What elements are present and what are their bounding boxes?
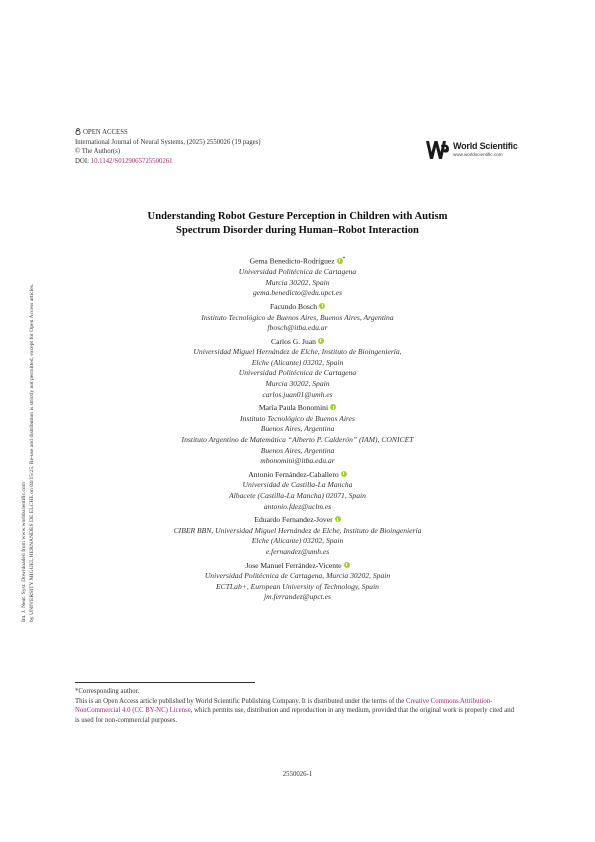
license-text-after: , which permits use, distribution and reproduction in any medium, provided that the original work is properly cited and is used for non-commercial purposes. — [75, 707, 515, 724]
author-affiliation: Universidad Politécnica de Cartagena, Murcia 30202, Spain — [204, 571, 391, 581]
author-name: Jose Manuel Ferrández-Vicente — [245, 560, 342, 570]
author-affiliation: Universidad Politécnica de Cartagena — [238, 267, 357, 277]
author-email[interactable]: mbonomini@itba.edu.ar — [260, 456, 335, 466]
author-block — [75, 403, 520, 467]
journal-header — [75, 128, 261, 166]
doi-link[interactable]: 10.1142/S0129065725500261 — [90, 157, 173, 165]
copyright-line: © The Author(s) — [75, 148, 121, 156]
author-name: Eduardo Fernandez-Jover — [254, 515, 333, 525]
orcid-icon[interactable] — [330, 404, 336, 410]
author-name: María Paula Bonomini — [258, 403, 329, 413]
publisher-logo — [425, 139, 525, 161]
author-affiliation: Murcia 30202, Spain — [265, 277, 330, 287]
license-text-before: This is an Open Access article published by World Scientific Publishing Company. It is distributed under the terms of the — [75, 697, 406, 705]
author-name-line — [75, 337, 520, 348]
author-name-line — [75, 302, 520, 313]
author-affiliation: Elche (Alicante) 03202, Spain — [251, 357, 344, 367]
author-affiliation: Buenos Aires, Argentina — [260, 445, 335, 455]
author-block — [75, 254, 520, 299]
author-affiliation: Instituto Argentino de Matemática “Alberto P. Calderón” (IAM), CONICET — [181, 435, 414, 445]
publisher-name: World Scientific — [453, 141, 518, 151]
journal-citation: International Journal of Neural Systems, (2025) 2550026 (19 pages) — [75, 138, 261, 146]
open-access-lock-icon — [75, 128, 81, 135]
page-number: 2550026-1 — [282, 771, 313, 778]
article-title — [75, 210, 520, 238]
title-line-2: Spectrum Disorder during Human–Robot Interaction — [176, 225, 419, 236]
author-block — [75, 515, 520, 557]
author-block — [75, 561, 520, 603]
author-affiliation: Universidad de Castilla-La Mancha — [242, 480, 353, 490]
license-statement — [75, 697, 520, 726]
doi-line — [75, 157, 261, 167]
orcid-icon[interactable] — [319, 303, 325, 309]
author-name: Antonio Fernández-Caballero — [248, 469, 339, 479]
author-affiliation: Elche (Alicante) 03202, Spain — [251, 536, 344, 546]
author-block — [75, 470, 520, 512]
author-name-line — [75, 254, 520, 267]
author-email[interactable]: carlos.juan01@umh.es — [262, 389, 333, 399]
author-name: Carlos G. Juan — [271, 336, 316, 346]
author-name-line — [75, 515, 520, 526]
author-name-line — [75, 403, 520, 414]
publisher-url[interactable]: www.worldscientific.com — [453, 152, 503, 157]
title-line-1: Understanding Robot Gesture Perception in Children with Autism — [147, 211, 448, 222]
corresponding-mark: * — [342, 256, 346, 262]
orcid-icon[interactable] — [318, 338, 324, 344]
author-name-line — [75, 561, 520, 572]
author-affiliation: Universidad Politécnica de Cartagena — [238, 368, 357, 378]
doi-label: DOI: — [75, 157, 89, 165]
open-access-label: OPEN ACCESS — [83, 129, 128, 136]
author-affiliation: Albacete (Castilla-La Mancha) 02071, Spain — [229, 491, 366, 500]
orcid-icon[interactable] — [337, 258, 343, 264]
author-list — [75, 254, 520, 606]
footnote-rule — [75, 682, 255, 683]
author-name: Gema Benedicto-Rodríguez — [249, 256, 335, 266]
author-affiliation: Instituto Tecnológico de Buenos Aires — [240, 413, 355, 423]
author-affiliation: Universidad Miguel Hernández de Elche, Instituto de Bioingeniería, — [193, 347, 402, 357]
author-email[interactable]: fbosch@itba.edu.ar — [267, 323, 328, 333]
author-affiliation: Instituto Tecnológico de Buenos Aires, Buenos Aires, Argentina — [201, 312, 394, 322]
author-affiliation: Murcia 30202, Spain — [265, 379, 330, 389]
orcid-icon[interactable] — [335, 516, 341, 522]
author-email[interactable]: gema.benedicto@edu.upct.es — [252, 288, 342, 298]
author-name: Facundo Bosch — [269, 301, 318, 311]
download-side-note — [20, 202, 36, 622]
footnote — [75, 687, 520, 725]
author-affiliation: ECTLab+, European University of Technology, Spain — [216, 581, 379, 591]
author-block — [75, 302, 520, 334]
world-scientific-mark-icon — [425, 139, 451, 161]
orcid-icon[interactable] — [341, 471, 347, 477]
corresponding-author-note: *Corresponding author. — [75, 688, 140, 695]
author-email[interactable]: e.fernandez@umh.es — [265, 546, 330, 556]
orcid-icon[interactable] — [344, 562, 350, 568]
author-block — [75, 337, 520, 401]
author-name-line — [75, 470, 520, 481]
author-affiliation: CIBER BBN, Universidad Miguel Hernández de Elche, Instituto de Bioingeniería — [173, 525, 422, 535]
author-affiliation: Buenos Aires, Argentina — [260, 424, 335, 434]
author-email[interactable]: antonio.fdez@uclm.es — [263, 501, 332, 511]
side-note-line-1: Int. J. Neur. Syst. Downloaded from www.worldscientific.com — [21, 481, 27, 622]
open-access-line — [75, 128, 261, 138]
side-note-line-2: by UNIVERSITY MIGUEL HERNANDES DE ELCHE on 04/15/25. Re-use and distribution is strictly not permitted, except for Open Access articles. — [29, 283, 36, 622]
author-email[interactable]: jm.ferrandez@upct.es — [264, 592, 331, 602]
license-link[interactable]: Creative Commons Attribution-NonCommercial 4.0 (CC BY-NC) License — [75, 697, 493, 715]
